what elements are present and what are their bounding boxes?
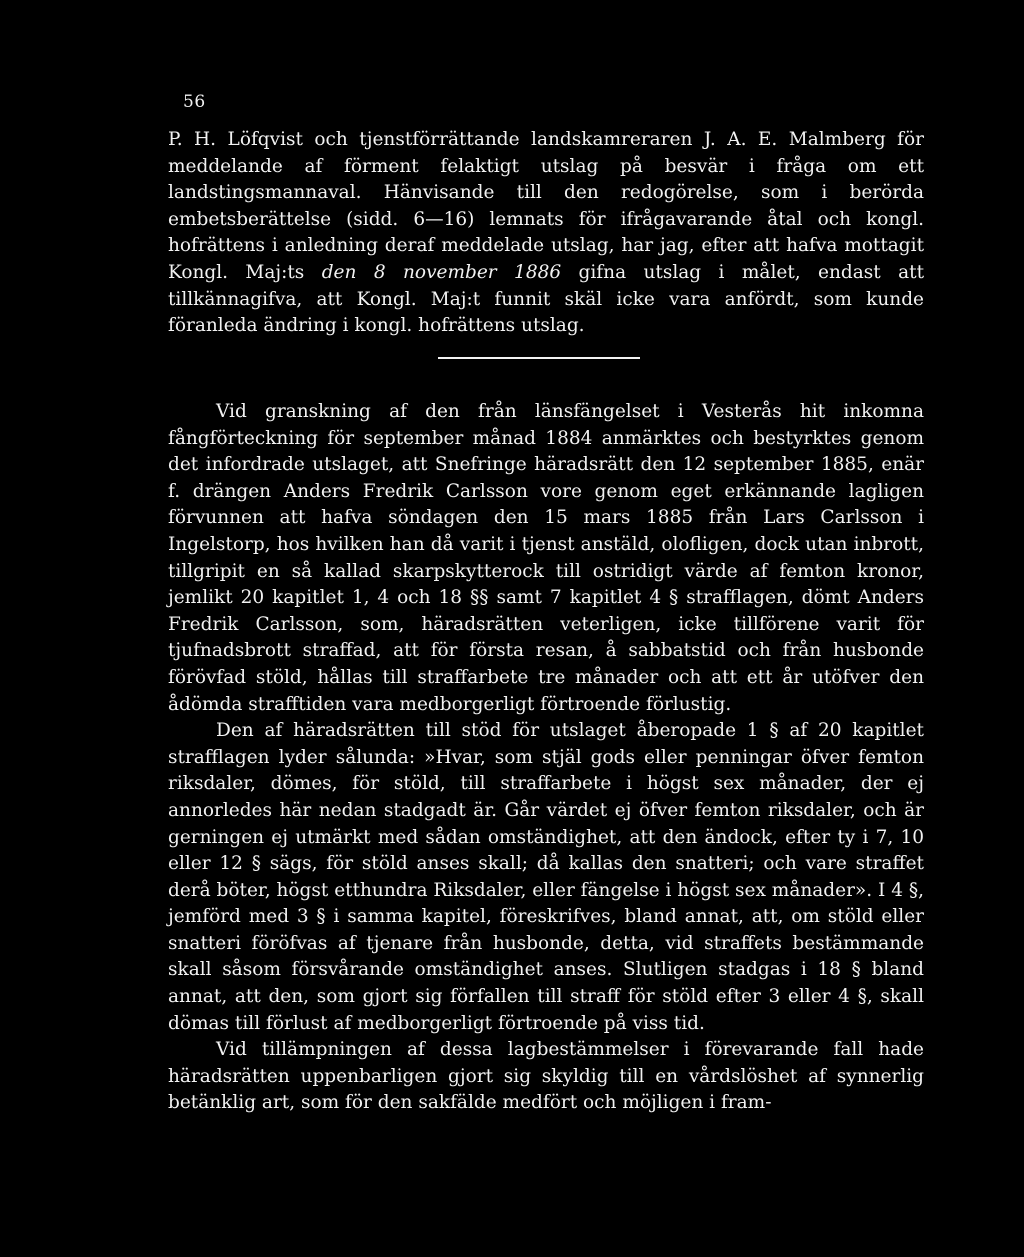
paragraph-4: Vid tillämpningen af dessa lagbestämmelser i förevarande fall hade häradsrätten uppenbarligen gjort sig skyldig till en vårdslöshet af synnerlig betänklig art, som för den sakfälde medfört och möjligen i fram- (168, 1039, 924, 1114)
section-1 (168, 127, 924, 340)
paragraph-2: Vid granskning af den från länsfängelset i Vesterås hit inkomna fångförteckning för september månad 1884 anmärktes och bestyrktes genom det infordrade utslaget, att Snefringe häradsrätt den 12 september 1885, enär f. drängen Anders Fredrik Carlsson vore genom eget erkännande lagligen förvunnen att hafva söndagen den 15 mars 1885 från Lars Carlsson i Ingelstorp, hos hvilken han då varit i tjenst anstäld, olofligen, dock utan inbrott, tillgripit en så kallad skarpskytterock till ostridigt värde af femton kronor, jemlikt 20 kapitlet 1, 4 och 18 §§ samt 7 kapitlet 4 § strafflagen, dömt Anders Fredrik Carlsson, som, häradsrätten veterligen, icke tillförene varit för tjufnadsbrott straffad, att för första resan, å sabbatstid och från husbonde förövfad stöld, hållas till straffarbete tre månader och att ett år utöfver den ådömda strafftiden vara medborgerligt förtroende förlustig. (168, 401, 924, 715)
section-2 (168, 399, 924, 1117)
paragraph-3: Den af häradsrätten till stöd för utslaget åberopade 1 § af 20 kapitlet strafflagen lyder sålunda: »Hvar, som stjäl gods eller penningar öfver femton riksdaler, dömes, för stöld, till straffarbete i högst sex månader, der ej annorledes här nedan stadgadt är. Går värdet ej öfver femton riksdaler, och är gerningen ej utmärkt med sådan omständighet, att den ändock, efter ty i 7, 10 eller 12 § sägs, för stöld anses skall; då kallas den snatteri; och vare straffet derå böter, högst etthundra Riksdaler, eller fängelse i högst sex månader». I 4 §, jemförd med 3 § i samma kapitel, föreskrifves, bland annat, att, om stöld eller snatteri föröfvas af tjenare från husbonde, detta, vid straffets bestämmande skall såsom försvårande omständighet anses. Slutligen stadgas i 18 § bland annat, att den, som gjort sig förfallen till straff för stöld efter 3 eller 4 §, skall dömas till förlust af medborgerligt förtroende på viss tid. (168, 720, 924, 1034)
page-number: 56 (183, 92, 206, 112)
paragraph-1-text-b: gifna utslag i målet, endast att tillkännagifva, att Kongl. Maj:t funnit skäl icke vara anfördt, som kunde föranleda ändring i kongl. hofrättens utslag. (168, 261, 925, 337)
paragraph-1 (168, 127, 924, 340)
section-divider (438, 357, 640, 359)
paragraph-1-text-a: P. H. Löfqvist och tjenstförrättande landskamreraren J. A. E. Malmberg för meddelande af förment felaktigt utslag på besvär i fråga om ett landstingsmannaval. Hänvisande till den redogörelse, som i berörda embetsberättelse (sidd. 6—16) lemnats för ifrågavarande åtal och kongl. hofrättens i anledning deraf meddelade utslag, har jag, efter att hafva mottagit Kongl. Maj:ts (168, 129, 924, 283)
paragraph-1-italic-date: den 8 november 1886 (321, 261, 562, 283)
